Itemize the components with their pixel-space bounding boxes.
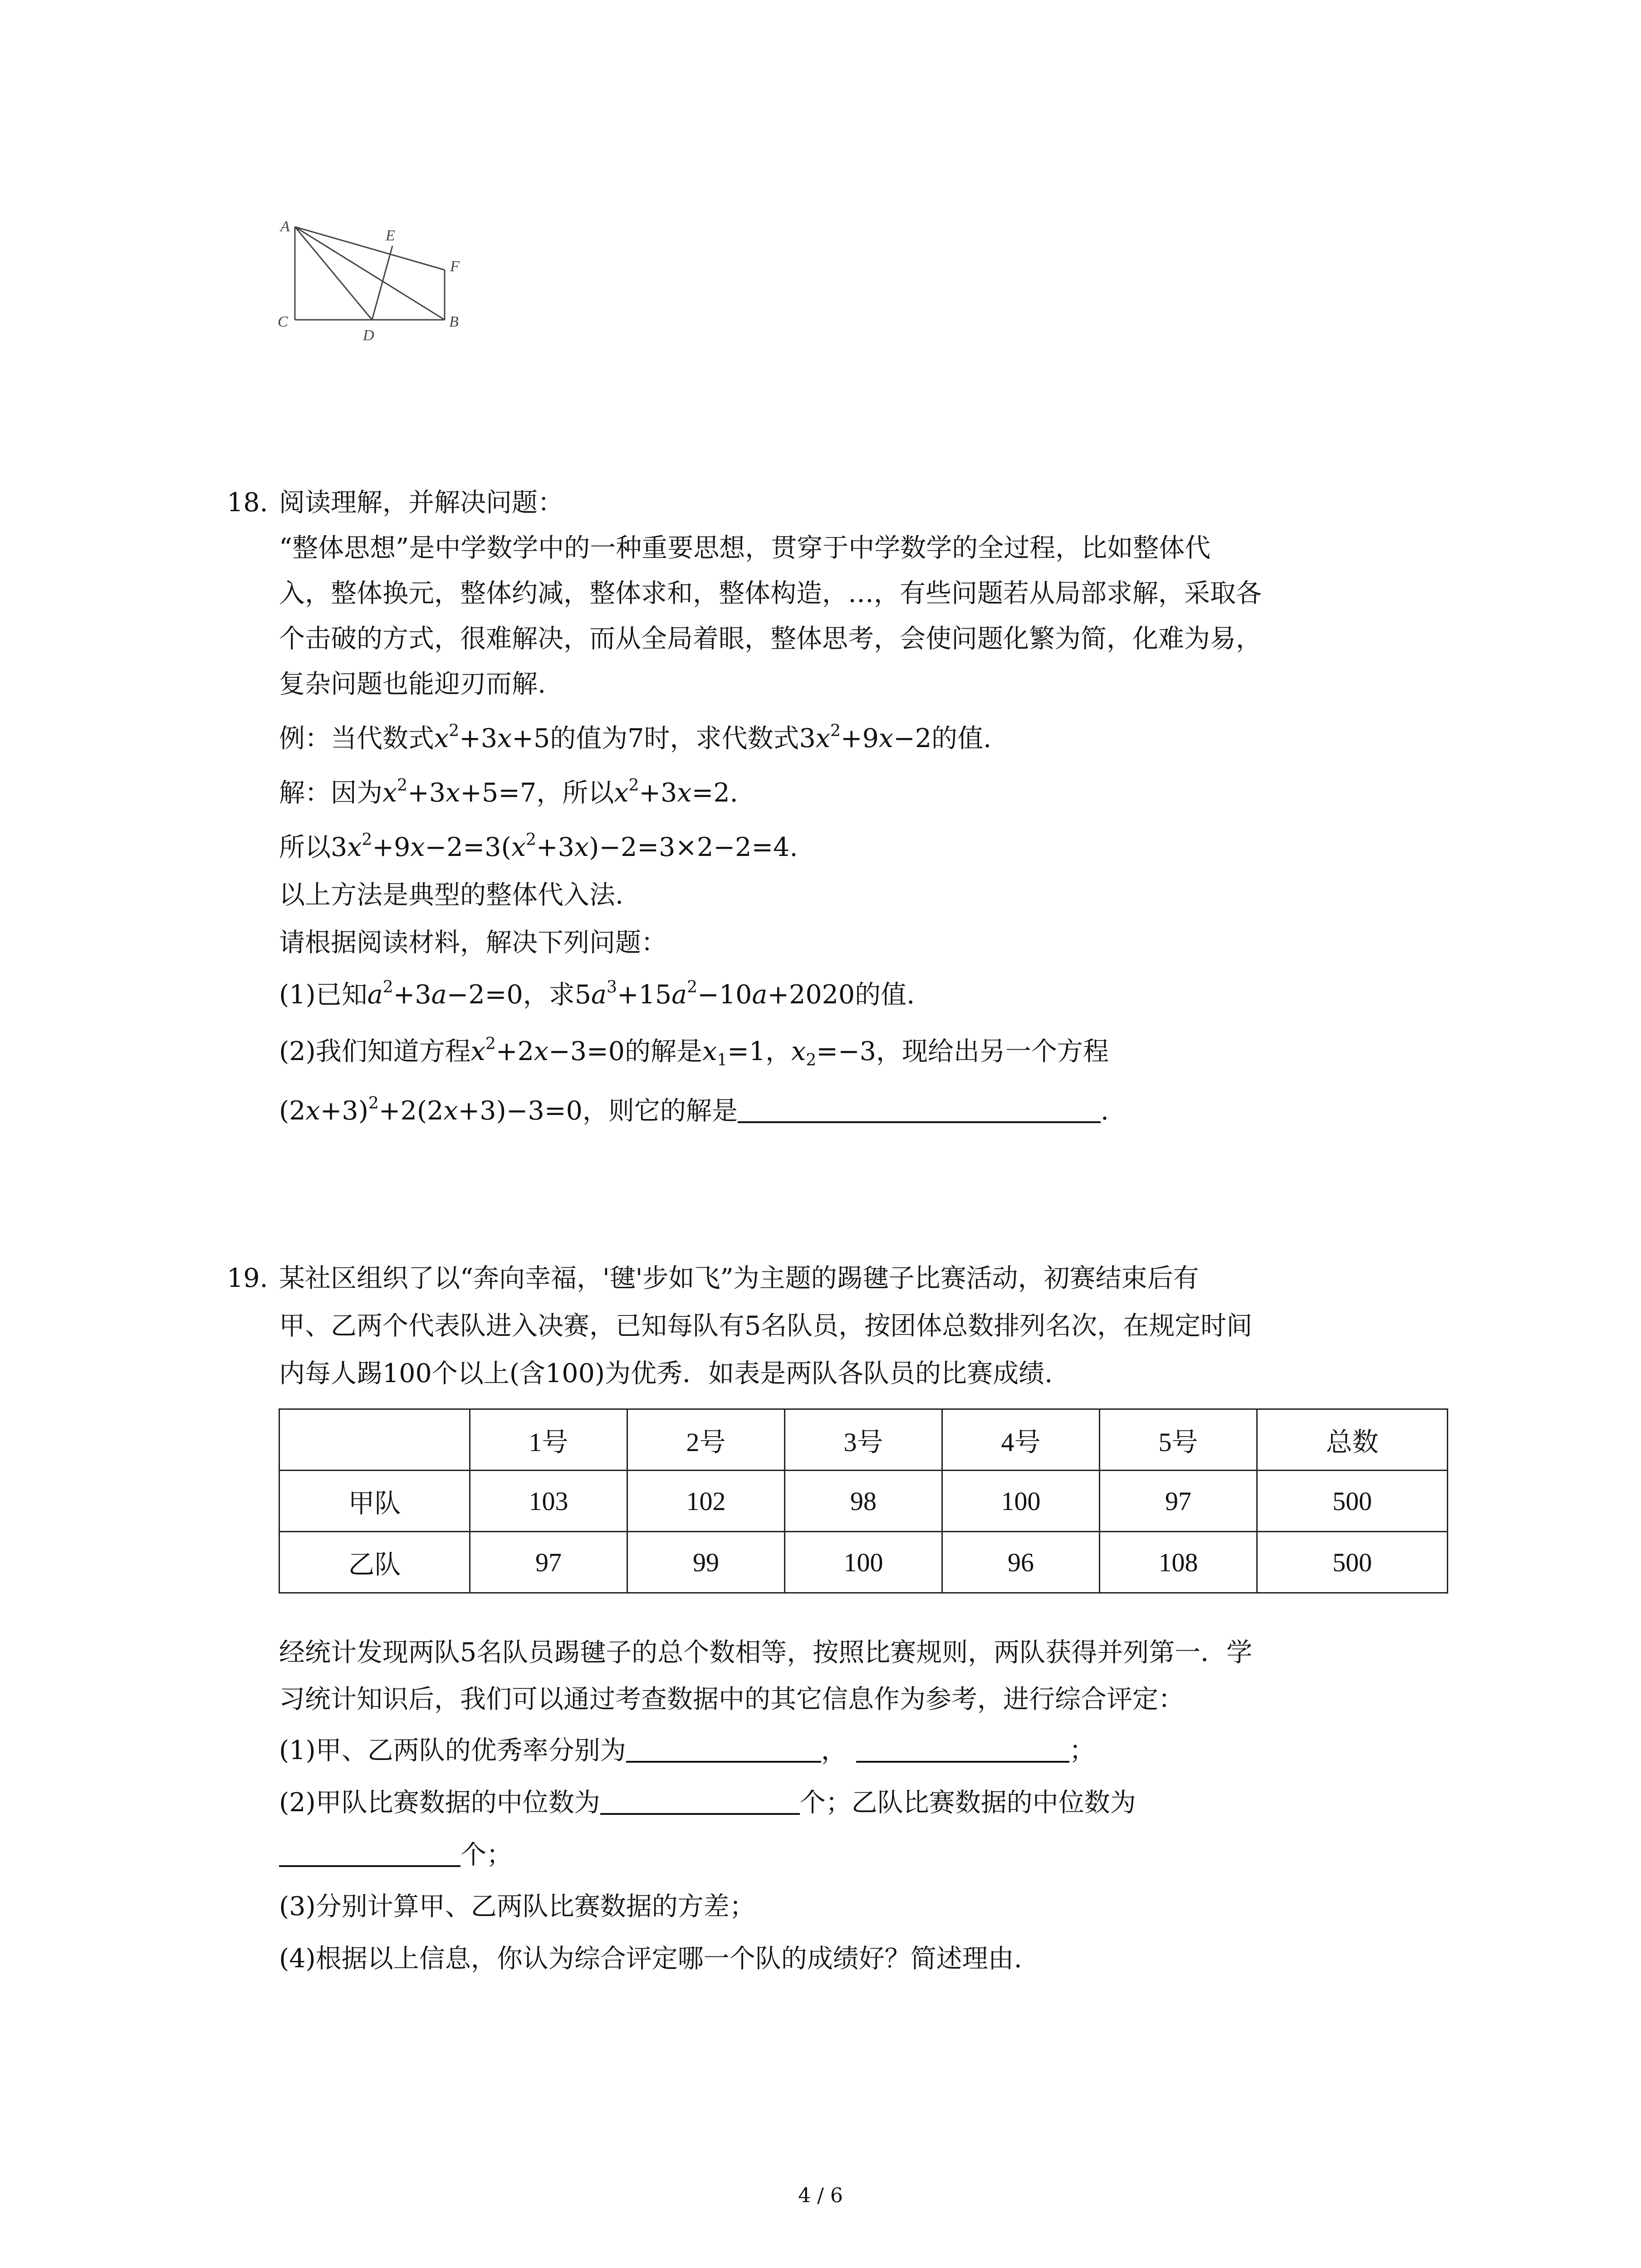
q19-paragraph-line: 习统计知识后，我们可以通过考查数据中的其它信息作为参考，进行综合评定： xyxy=(279,1684,1184,1714)
table-cell: 甲队 xyxy=(279,1471,470,1532)
label-a: A xyxy=(280,218,290,235)
table-cell: 96 xyxy=(942,1532,1100,1593)
q18-solution-step: 所以$3x^2+9x-2=3(x^2+3x)-2=3\times 2-2=4$. xyxy=(279,831,798,862)
table-cell: 500 xyxy=(1257,1532,1448,1593)
label-e: E xyxy=(386,227,395,244)
q18-paragraph-line: 入，整体换元，整体约减，整体求和，整体构造，…，有些问题若从局部求解，采取各 xyxy=(279,578,1262,608)
table-cell: 103 xyxy=(470,1471,627,1532)
q19-subquestion-4: (4)根据以上信息，你认为综合评定哪一个队的成绩好？简述理由. xyxy=(279,1944,1022,1974)
q19-subquestion-3: (3)分别计算甲、乙两队比赛数据的方差； xyxy=(279,1892,755,1921)
q18-paragraph-line: 个击破的方式，很难解决，而从全局着眼，整体思考，会使问题化繁为简，化难为易， xyxy=(279,624,1262,654)
answer-blank[interactable] xyxy=(279,1842,460,1867)
q18-paragraph-line: 复杂问题也能迎刃而解. xyxy=(279,669,546,699)
q19-number: 19. xyxy=(227,1263,268,1293)
q18-title: 阅读理解，并解决问题： xyxy=(279,488,563,518)
q18-request: 请根据阅读材料，解决下列问题： xyxy=(279,928,667,958)
q18-number: 18. xyxy=(227,488,268,518)
q18-subquestion-2-equation: $(2x+3)^2+2(2x+3)-3=0$，则它的解是 . xyxy=(279,1094,1109,1126)
q19-paragraph-line: 内每人踢100个以上(含100)为优秀．如表是两队各队员的比赛成绩. xyxy=(279,1359,1053,1388)
table-header-cell: 总数 xyxy=(1257,1409,1448,1471)
label-d: D xyxy=(363,327,374,344)
table-cell: 100 xyxy=(785,1532,942,1593)
q19-paragraph-line: 经统计发现两队5名队员踢毽子的总个数相等，按照比赛规则，两队获得并列第一．学 xyxy=(279,1637,1253,1667)
table-row xyxy=(279,1471,1448,1532)
label-b: B xyxy=(449,313,459,330)
table-cell: 97 xyxy=(1100,1471,1257,1532)
label-f: F xyxy=(450,258,460,275)
table-header-cell: 1号 xyxy=(470,1409,627,1471)
q19-subquestion-1: (1)甲、乙两队的优秀率分别为 ， ； xyxy=(279,1735,1095,1765)
table-cell: 97 xyxy=(470,1532,627,1593)
table-header-cell: 3号 xyxy=(785,1409,942,1471)
q19-subquestion-2: (2)甲队比赛数据的中位数为 个；乙队比赛数据的中位数为 xyxy=(279,1788,1136,1818)
table-header-cell: 4号 xyxy=(942,1409,1100,1471)
answer-blank[interactable] xyxy=(738,1098,1101,1123)
table-cell: 乙队 xyxy=(279,1532,470,1593)
geometry-figure xyxy=(272,213,481,349)
table-cell: 500 xyxy=(1257,1471,1448,1532)
q19-paragraph-line: 某社区组织了以“奔向幸福，'毽'步如飞”为主题的踢毽子比赛活动，初赛结束后有 xyxy=(279,1263,1199,1293)
q18-example: 例：当代数式$x^2+3x+5$的值为7时，求代数式$3x^2+9x-2$的值. xyxy=(279,722,992,753)
scores-table xyxy=(279,1408,1448,1593)
table-cell: 102 xyxy=(627,1471,785,1532)
q19-paragraph-line: 甲、乙两个代表队进入决赛，已知每队有5名队员，按团体总数排列名次，在规定时间 xyxy=(279,1311,1253,1341)
table-row xyxy=(279,1532,1448,1593)
q18-solution: 解：因为$x^2+3x+5=7$，所以$x^2+3x=2$. xyxy=(279,776,738,808)
q18-paragraph-line: “整体思想”是中学数学中的一种重要思想，贯穿于中学数学的全过程，比如整体代 xyxy=(279,533,1211,563)
table-cell: 99 xyxy=(627,1532,785,1593)
label-c: C xyxy=(278,313,288,330)
table-cell: 98 xyxy=(785,1471,942,1532)
q18-subquestion-2: (2)我们知道方程$x^2+2x-3=0$的解是$x_1=1$，$x_2=-3$，现给出另一个方程 xyxy=(279,1035,1109,1070)
table-header-row xyxy=(279,1409,1448,1471)
table-cell: 108 xyxy=(1100,1532,1257,1593)
table-header-cell xyxy=(279,1409,470,1471)
q19-subquestion-2-continued: 个； xyxy=(279,1842,512,1868)
table-header-cell: 5号 xyxy=(1100,1409,1257,1471)
table-header-cell: 2号 xyxy=(627,1409,785,1471)
answer-blank[interactable] xyxy=(600,1789,800,1815)
page-number: 4 / 6 xyxy=(798,2184,843,2207)
table-cell: 100 xyxy=(942,1471,1100,1532)
q18-method-note: 以上方法是典型的整体代入法. xyxy=(279,880,624,910)
q18-subquestion-1: (1)已知$a^2+3a-2=0$，求$5a^3+15a^2-10a+2020$的值. xyxy=(279,978,915,1010)
answer-blank[interactable] xyxy=(626,1737,821,1763)
answer-blank[interactable] xyxy=(856,1737,1069,1763)
